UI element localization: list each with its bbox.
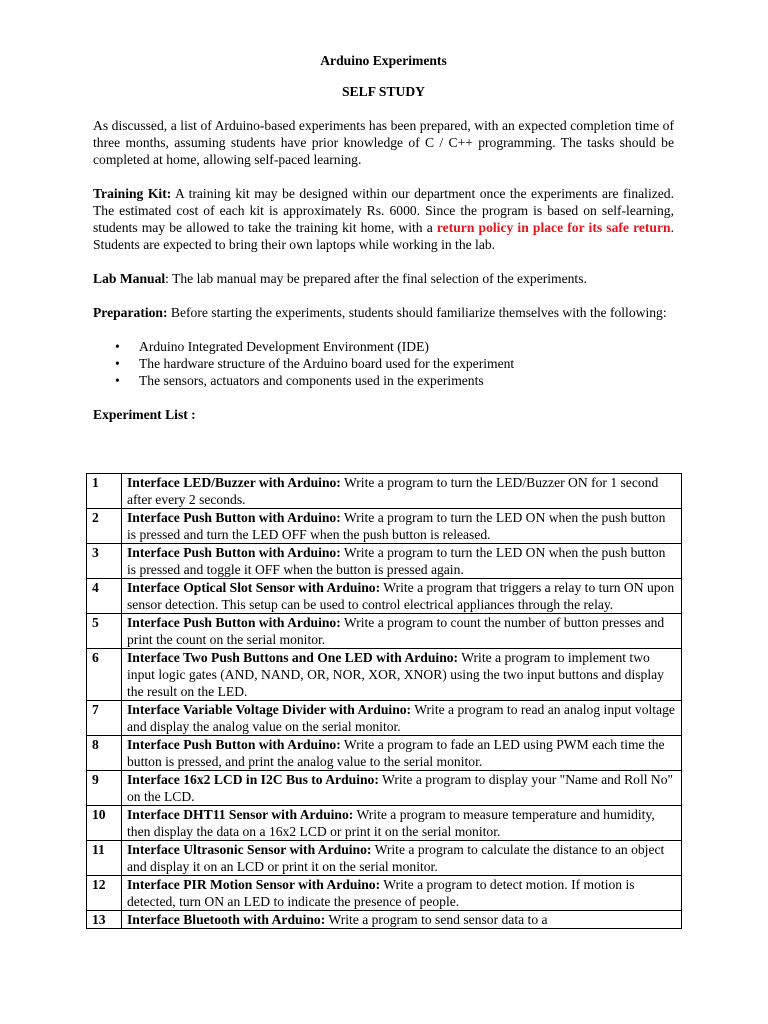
- experiment-number: 5: [87, 614, 122, 649]
- experiment-text: Write a program to implement two input logic gates (AND, NAND, OR, NOR, XOR, XNOR) using the two input buttons and display the result on the LED.: [127, 650, 664, 699]
- experiment-title: Interface LED/Buzzer with Arduino:: [127, 475, 341, 490]
- experiment-text: Write a program to turn the LED ON when the push button is pressed and toggle it OFF when the button is pressed again.: [127, 545, 666, 577]
- experiment-title: Interface DHT11 Sensor with Arduino:: [127, 807, 354, 822]
- experiment-text: Write a program to fade an LED using PWM each time the button is pressed, and print the analog value to the serial monitor.: [127, 737, 665, 769]
- table-row: [87, 701, 682, 736]
- experiment-text: Write a program to detect motion. If motion is detected, turn ON an LED to indicate the presence of people.: [127, 877, 635, 909]
- experiment-description: [122, 614, 682, 649]
- experiment-number: 2: [87, 509, 122, 544]
- experiment-title: Interface Push Button with Arduino:: [127, 510, 341, 525]
- experiment-title: Interface Push Button with Arduino:: [127, 545, 341, 560]
- preparation-list: [93, 338, 674, 389]
- experiment-title: Interface Two Push Buttons and One LED with Arduino:: [127, 650, 459, 665]
- table-row: [87, 579, 682, 614]
- table-row: [87, 876, 682, 911]
- return-policy-highlight: return policy in place for its safe return: [436, 220, 671, 235]
- list-item: • The hardware structure of the Arduino board used for the experiment: [139, 355, 674, 372]
- experiment-number: 11: [87, 841, 122, 876]
- table-row: [87, 544, 682, 579]
- experiment-number: 7: [87, 701, 122, 736]
- experiment-description: [122, 474, 682, 509]
- experiment-number: 6: [87, 649, 122, 701]
- experiment-description: [122, 649, 682, 701]
- preparation-text: Before starting the experiments, students should familiarize themselves with the following:: [167, 305, 667, 320]
- experiment-description: [122, 579, 682, 614]
- experiment-text: Write a program to calculate the distance to an object and display it on an LCD or print it on the serial monitor.: [127, 842, 665, 874]
- experiment-title: Interface Variable Voltage Divider with Arduino:: [127, 702, 412, 717]
- experiment-description: [122, 841, 682, 876]
- experiment-description: [122, 806, 682, 841]
- preparation-label: Preparation:: [93, 305, 168, 320]
- experiment-title: Interface Optical Slot Sensor with Arduino:: [127, 580, 381, 595]
- experiment-number: 9: [87, 771, 122, 806]
- experiment-text: Write a program to display your "Name and Roll No" on the LCD.: [127, 772, 674, 804]
- experiment-text: Write a program to turn the LED/Buzzer ON for 1 second after every 2 seconds.: [127, 475, 659, 507]
- document-subtitle: SELF STUDY: [342, 84, 425, 99]
- table-row: [87, 474, 682, 509]
- experiment-text: Write a program to measure temperature and humidity, then display the data on a 16x2 LCD or print it on the serial monitor.: [127, 807, 655, 839]
- experiment-text: Write a program to send sensor data to a: [325, 912, 548, 927]
- experiment-number: 13: [87, 911, 122, 929]
- experiment-title: Interface Push Button with Arduino:: [127, 737, 341, 752]
- lab-manual-paragraph: [93, 270, 674, 287]
- experiment-table: [86, 473, 682, 929]
- table-row: [87, 911, 682, 929]
- experiment-text: Write a program to turn the LED ON when the push button is pressed and turn the LED OFF when the push button is released.: [127, 510, 666, 542]
- experiment-description: [122, 509, 682, 544]
- experiment-description: [122, 701, 682, 736]
- experiment-number: 10: [87, 806, 122, 841]
- table-row: [87, 649, 682, 701]
- list-item: • The sensors, actuators and components used in the experiments: [139, 372, 674, 389]
- table-row: [87, 736, 682, 771]
- table-row: [87, 806, 682, 841]
- experiment-description: [122, 771, 682, 806]
- training-kit-text-end: . Students are expected to bring their own laptops while working in the lab.: [93, 220, 674, 252]
- experiment-number: 12: [87, 876, 122, 911]
- experiment-description: [122, 736, 682, 771]
- experiment-list-heading: Experiment List :: [93, 407, 196, 422]
- lab-manual-text: : The lab manual may be prepared after the final selection of the experiments.: [165, 271, 587, 286]
- experiment-title: Interface 16x2 LCD in I2C Bus to Arduino:: [127, 772, 379, 787]
- list-item: • Arduino Integrated Development Environment (IDE): [139, 338, 674, 355]
- experiment-description: [122, 876, 682, 911]
- experiment-description: [122, 911, 682, 929]
- experiment-title: Interface Ultrasonic Sensor with Arduino:: [127, 842, 372, 857]
- experiment-text: Write a program that triggers a relay to turn ON upon sensor detection. This setup can be used to control electrical appliances through the relay.: [127, 580, 675, 612]
- intro-paragraph: As discussed, a list of Arduino-based experiments has been prepared, with an expected completion time of three months, assuming students have prior knowledge of C / C++ programming. The tasks should be completed at home, allowing self-paced learning.: [93, 118, 674, 167]
- experiment-number: 1: [87, 474, 122, 509]
- table-row: [87, 614, 682, 649]
- experiment-number: 3: [87, 544, 122, 579]
- training-kit-label: Training Kit:: [93, 186, 172, 201]
- experiment-text: Write a program to count the number of button presses and print the count on the serial monitor.: [127, 615, 665, 647]
- preparation-paragraph: [93, 304, 674, 321]
- training-kit-text: A training kit may be designed within our department once the experiments are finalized. The estimated cost of each kit is approximately Rs. 6000. Since the program is based on self-learning, students may be allowed to take the training kit home, with a: [93, 186, 674, 235]
- experiment-text: Write a program to read an analog input voltage and display the analog value on the serial monitor.: [127, 702, 675, 734]
- lab-manual-label: Lab Manual: [93, 271, 166, 286]
- experiment-title: Interface PIR Motion Sensor with Arduino:: [127, 877, 381, 892]
- document-title: Arduino Experiments: [320, 53, 447, 68]
- table-row: [87, 841, 682, 876]
- experiment-number: 8: [87, 736, 122, 771]
- experiment-number: 4: [87, 579, 122, 614]
- document-body: [93, 52, 674, 423]
- training-kit-paragraph: [93, 185, 674, 253]
- experiment-title: Interface Push Button with Arduino:: [127, 615, 341, 630]
- table-row: [87, 509, 682, 544]
- experiment-description: [122, 544, 682, 579]
- table-row: [87, 771, 682, 806]
- experiment-title: Interface Bluetooth with Arduino:: [127, 912, 326, 927]
